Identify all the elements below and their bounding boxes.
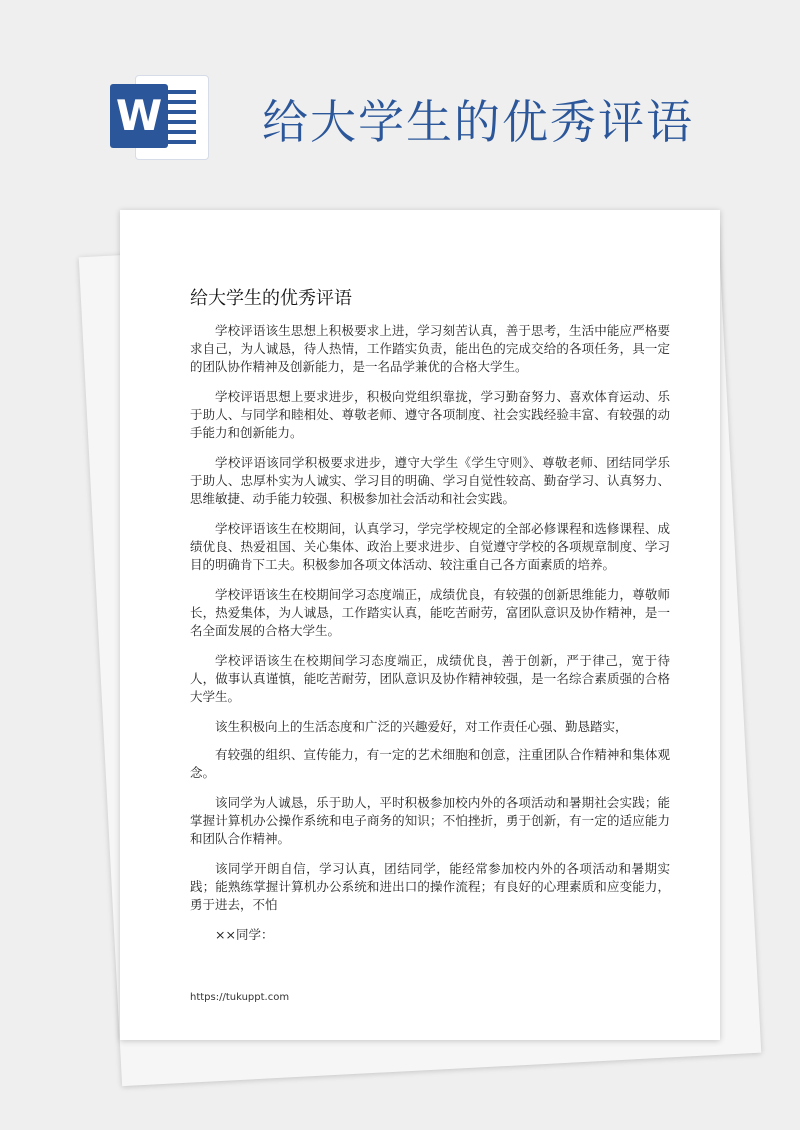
document-page bbox=[120, 210, 720, 1040]
paragraph: 学校评语思想上要求进步，积极向党组织靠拢，学习勤奋努力、喜欢体育运动、乐于助人、与同学和睦相处、尊敬老师、遵守各项制度、社会实践经验丰富、有较强的动手能力和创新能力。 bbox=[190, 389, 670, 440]
paragraph: 学校评语该生在校期间学习态度端正，成绩优良，有较强的创新思维能力，尊敬师长，热爱集体，为人诚恳，工作踏实认真，能吃苦耐劳，富团队意识及协作精神，是一名全面发展的合格大学生。 bbox=[190, 587, 670, 638]
footer-url[interactable]: https://tukuppt.com bbox=[190, 992, 290, 1003]
paragraph: 学校评语该生在校期间，认真学习，学完学校规定的全部必修课程和选修课程、成绩优良、热爱祖国、关心集体、政治上要求进步、自觉遵守学校的各项规章制度、学习目的明确肯下工夫。积极参加各项文体活动、较注重自己各方面素质的培养。 bbox=[190, 521, 670, 572]
paragraph: 该生积极向上的生活态度和广泛的兴趣爱好，对工作责任心强、勤恳踏实， bbox=[215, 719, 628, 734]
paragraph: 学校评语该生在校期间学习态度端正，成绩优良，善于创新，严于律己，宽于待人，做事认真谨慎，能吃苦耐劳，团队意识及协作精神较强，是一名综合素质强的合格大学生。 bbox=[190, 653, 670, 704]
header-title: 给大学生的优秀评语 bbox=[262, 95, 694, 149]
word-document-icon bbox=[110, 70, 215, 165]
page-header bbox=[0, 0, 800, 210]
paragraph: 该同学为人诚恳，乐于助人，平时积极参加校内外的各项活动和暑期社会实践；能掌握计算机办公操作系统和电子商务的知识；不怕挫折，勇于创新，有一定的适应能力和团队合作精神。 bbox=[190, 795, 670, 846]
word-logo-letter: W bbox=[110, 84, 168, 148]
paragraph: 该同学开朗自信，学习认真，团结同学，能经常参加校内外的各项活动和暑期实践；能熟练掌握计算机办公系统和进出口的操作流程；有良好的心理素质和应变能力，勇于进去，不怕 bbox=[190, 861, 670, 912]
paragraph: ××同学： bbox=[215, 927, 274, 942]
paragraph: 学校评语该同学积极要求进步，遵守大学生《学生守则》、尊敬老师、团结同学乐于助人、忠厚朴实为人诚实、学习目的明确、学习自觉性较高、勤奋学习、认真努力、思维敏捷、动手能力较强、积极参加社会活动和社会实践。 bbox=[190, 455, 670, 506]
document-body bbox=[190, 322, 670, 956]
document-title: 给大学生的优秀评语 bbox=[190, 288, 352, 309]
paragraph: 有较强的组织、宣传能力，有一定的艺术细胞和创意，注重团队合作精神和集体观念。 bbox=[190, 747, 670, 780]
paragraph: 学校评语该生思想上积极要求上进，学习刻苦认真，善于思考，生活中能应严格要求自己，为人诚恳，待人热情，工作踏实负责，能出色的完成交给的各项任务，具一定的团队协作精神及创新能力，是一名品学兼优的合格大学生。 bbox=[190, 323, 670, 374]
